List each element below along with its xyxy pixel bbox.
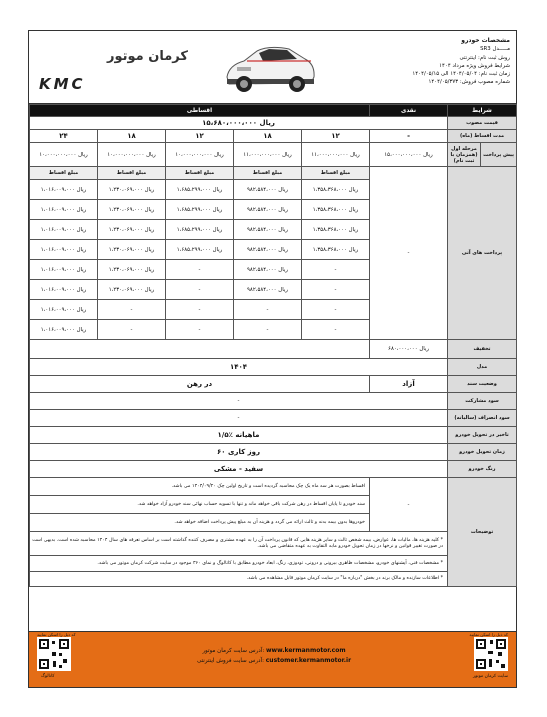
delivery-time: ۶۰ روز کاری (30, 444, 448, 461)
installment-cell: ۱،۰۱۶،۰۰۹،۰۰۰ ریال (30, 200, 98, 220)
note-general: * کلیه هزینه ها، مالیات ها، عوارض، بیمه شخص ثالث و سایر هزینه هایی که قانون پرداخت آن را به عهده مشتری و مصرف کننده گذاشته است بر اساس تعرفه های سال ۱۴۰۴ محاسبه شده است. بدیهی است در صورت تغییر قوانین و نرخها در زمان تحویل خودرو مابه التفاوت به عهده متقاضی می باشد. (30, 532, 448, 556)
installment-cell: ۹۸۲،۵۸۴،۰۰۰ ریال (234, 280, 302, 300)
installment-cell: ۱،۳۵۸،۳۶۸،۰۰۰ ریال (302, 180, 370, 200)
qr-code-icon[interactable] (37, 637, 71, 671)
installment-cell: - (302, 300, 370, 320)
spec-line: شرایط فروش ویژه مرداد ۱۴۰۴ (439, 62, 510, 69)
qr-left-hint: کد ذیل را اسکن نمایید (37, 632, 76, 637)
installment-cell: ۱،۲۳۰،۰۶۹،۰۰۰ ریال (98, 220, 166, 240)
notes-cash: - (370, 478, 448, 532)
table-row (30, 572, 517, 587)
table-row (30, 556, 517, 572)
partner-profit: - (30, 393, 448, 410)
installment-cell: ۹۸۲،۵۸۴،۰۰۰ ریال (234, 180, 302, 200)
installment-cell: - (234, 320, 302, 340)
table-row (30, 427, 517, 444)
table-row (30, 376, 517, 393)
note-installment: خودروها بدون بیمه بدنه و ثالث ارائه می گردد و هزینه آن به مبلغ پیش پرداخت اضافه خواهد شد. (30, 514, 370, 532)
spec-title: مشخصات خودرو (461, 37, 510, 44)
installment-head: مبلغ اقساط (98, 167, 166, 180)
price-table (29, 104, 517, 587)
kmc-logo (37, 47, 187, 97)
spec-line: مـــــدل SR3 (480, 46, 510, 53)
installment-head: مبلغ اقساط (166, 167, 234, 180)
table-row (30, 117, 517, 130)
label-months: مدت اقساط (ماه) (448, 130, 517, 143)
future-cash: - (370, 167, 448, 340)
spec-line: روش ثبت نام: اینترنتی (459, 54, 510, 61)
header-cash: نقدی (370, 105, 448, 117)
cancel-profit: - (30, 410, 448, 427)
installment-cell: - (302, 280, 370, 300)
doc-status-cash: آزاد (370, 376, 448, 393)
months-cell: ۱۲ (302, 130, 370, 143)
installment-cell: ۱،۰۱۶،۰۰۹،۰۰۰ ریال (30, 240, 98, 260)
installment-cell: - (98, 320, 166, 340)
qr-left-caption: کاتالوگ (41, 674, 55, 679)
installment-cell: ۱،۶۸۵،۲۹۹،۰۰۰ ریال (166, 200, 234, 220)
first-payment: ۱۱،۰۰۰،۰۰۰،۰۰۰ ریال (302, 143, 370, 167)
table-row (30, 478, 517, 496)
price-sheet (28, 30, 517, 688)
car-color: سفید - مشکی (30, 461, 448, 478)
qr-code-icon[interactable] (474, 637, 508, 671)
first-payment: ۱۰،۰۰۰،۰۰۰،۰۰۰ ریال (30, 143, 98, 167)
table-row (30, 105, 517, 117)
note-installment: اقساط بصورت هر سه ماه یک چک محاسبه گردیده است و تاریخ اولین چک ۱۴۰۴/۰۹/۲۰ می باشد. (30, 478, 370, 496)
installment-head: مبلغ اقساط (234, 167, 302, 180)
label-partner-profit: سود مشارکت (448, 393, 517, 410)
sheet-header (29, 31, 516, 104)
sales-site-label: آدرس سایت فروش اینترنتی: (196, 658, 264, 664)
installment-cell: ۱،۶۸۵،۲۹۹،۰۰۰ ریال (166, 240, 234, 260)
table-row (30, 532, 517, 556)
doc-status-installment: در رهن (30, 376, 370, 393)
installment-cell: ۱،۰۱۶،۰۰۹،۰۰۰ ریال (30, 220, 98, 240)
installment-cell: ۱،۲۳۰،۰۶۹،۰۰۰ ریال (98, 180, 166, 200)
table-row (30, 410, 517, 427)
installment-cell: - (302, 320, 370, 340)
note-general: * مشخصات فنی، آپشنهای خودرو، مشخصات ظاهری بیرونی و درونی، تودوزی، رنگ، ابعاد خودرو مطابق با کاتالوگ و نمای ۳۶۰ موجود در سایت شرکت کرمان موتور می باشد. (30, 556, 448, 572)
installment-cell: ۱،۲۳۰،۰۶۹،۰۰۰ ریال (98, 200, 166, 220)
approved-price: ۱۵،۶۸۰،۰۰۰،۰۰۰ ریال (30, 117, 448, 130)
discount-value: ۶۸۰،۰۰۰،۰۰۰ ریال (370, 340, 448, 359)
label-prepayment: پیش پرداخت (481, 143, 517, 167)
installment-cell: - (98, 300, 166, 320)
installment-cell: - (166, 320, 234, 340)
model-year: ۱۴۰۴ (30, 359, 448, 376)
car-image (219, 37, 319, 99)
label-delivery-delay: تاخیر در تحویل خودرو (448, 427, 517, 444)
label-future-payments: پرداخت های آتی (448, 167, 517, 340)
spec-line: شماره مصوب فروش: ۱۴۰۴/۰۵/۳۷۳ (428, 79, 510, 86)
delivery-delay: ۱/۵٪ ماهیانه (30, 427, 448, 444)
months-cell: ۲۴ (30, 130, 98, 143)
label-discount: تخفیف (448, 340, 517, 359)
installment-cell: ۱،۳۵۸،۳۶۸،۰۰۰ ریال (302, 200, 370, 220)
table-row (30, 167, 517, 180)
label-delivery-time: زمان تحویل خودرو (448, 444, 517, 461)
installment-cell: ۱،۰۱۶،۰۰۹،۰۰۰ ریال (30, 180, 98, 200)
table-row (30, 143, 517, 167)
installment-cell: ۱،۰۱۶،۰۰۹،۰۰۰ ریال (30, 260, 98, 280)
installment-cell: ۱،۰۱۶،۰۰۹،۰۰۰ ریال (30, 280, 98, 300)
installment-cell: ۱،۲۳۰،۰۶۹،۰۰۰ ریال (98, 280, 166, 300)
spec-line: زمان ثبت نام: ۱۴۰۴/۰۵/۰۴ الی ۱۴۰۴/۰۵/۱۵ (412, 71, 510, 78)
header-conditions: شرایط (448, 105, 517, 117)
first-payment: ۱۱،۰۰۰،۰۰۰،۰۰۰ ریال (234, 143, 302, 167)
website-block (179, 646, 369, 666)
label-car-color: رنگ خودرو (448, 461, 517, 478)
installment-cell: ۱،۶۸۵،۲۹۹،۰۰۰ ریال (166, 180, 234, 200)
brand-name-fa: کرمان موتور (107, 49, 188, 64)
installment-cell: ۹۸۲،۵۸۴،۰۰۰ ریال (234, 220, 302, 240)
installment-cell: - (234, 300, 302, 320)
note-general: * اطلاعات سازنده و مالک برند در بخش "درباره ما" در سایت کرمان موتور قابل مشاهده می باشد. (30, 572, 448, 587)
qr-right-hint: کد ذیل را اسکن نمایید (469, 632, 508, 637)
footer-bar (29, 631, 516, 687)
table-row (30, 359, 517, 376)
installment-cell: ۱،۰۱۶،۰۰۹،۰۰۰ ریال (30, 300, 98, 320)
table-row (30, 393, 517, 410)
installment-cell: ۱،۳۵۸،۳۶۸،۰۰۰ ریال (302, 220, 370, 240)
sales-site-link[interactable]: customer.kermanmotor.ir (265, 657, 352, 664)
note-installment: سند خودرو تا پایان اقساط در رهن شرکت باقی خواهد ماند و تنها با تسویه حساب نهائی سند خودرو آزاد خواهد شد. (30, 496, 370, 514)
months-cell: - (370, 130, 448, 143)
label-model: مدل (448, 359, 517, 376)
installment-cell: ۱،۲۳۰،۰۶۹،۰۰۰ ریال (98, 260, 166, 280)
table-row (30, 461, 517, 478)
table-row (30, 340, 517, 359)
installment-head: مبلغ اقساط (30, 167, 98, 180)
label-doc-status: وضعیت سند (448, 376, 517, 393)
installment-cell: ۹۸۲،۵۸۴،۰۰۰ ریال (234, 200, 302, 220)
brand-name-en: KMC (39, 75, 86, 93)
first-payment-cash: ۱۵،۰۰۰،۰۰۰،۰۰۰ ریال (370, 143, 448, 167)
site-label: آدرس سایت کرمان موتور: (202, 648, 265, 654)
installment-cell: - (166, 280, 234, 300)
spec-block (340, 37, 510, 87)
installment-cell: ۱،۲۳۰،۰۶۹،۰۰۰ ریال (98, 240, 166, 260)
installment-cell: ۱،۳۵۸،۳۶۸،۰۰۰ ریال (302, 240, 370, 260)
installment-cell: ۱،۰۱۶،۰۰۹،۰۰۰ ریال (30, 320, 98, 340)
installment-cell: - (166, 260, 234, 280)
first-payment: ۱۰،۰۰۰،۰۰۰،۰۰۰ ریال (166, 143, 234, 167)
installment-cell: ۹۸۲،۵۸۴،۰۰۰ ریال (234, 260, 302, 280)
label-notes: توضیحات (448, 478, 517, 587)
installment-cell: - (302, 260, 370, 280)
first-payment: ۱۰،۰۰۰،۰۰۰،۰۰۰ ریال (98, 143, 166, 167)
qr-right-caption: سایت کرمان موتور (473, 674, 508, 679)
months-cell: ۱۲ (166, 130, 234, 143)
months-cell: ۱۸ (98, 130, 166, 143)
table-row (30, 130, 517, 143)
installment-cell: - (166, 300, 234, 320)
table-row (30, 444, 517, 461)
site-link[interactable]: www.kermanmotor.com (265, 647, 346, 654)
label-cancel-profit: سود انصراف (سالیانه) (448, 410, 517, 427)
label-first-stage: مرحله اول (همزمان با ثبت نام) (448, 143, 481, 167)
label-price: قیمت مصوب (448, 117, 517, 130)
header-installment: اقساطی (30, 105, 370, 117)
installment-head: مبلغ اقساط (302, 167, 370, 180)
discount-empty (30, 340, 370, 359)
months-cell: ۱۸ (234, 130, 302, 143)
installment-cell: ۱،۶۸۵،۲۹۹،۰۰۰ ریال (166, 220, 234, 240)
installment-cell: ۹۸۲،۵۸۴،۰۰۰ ریال (234, 240, 302, 260)
